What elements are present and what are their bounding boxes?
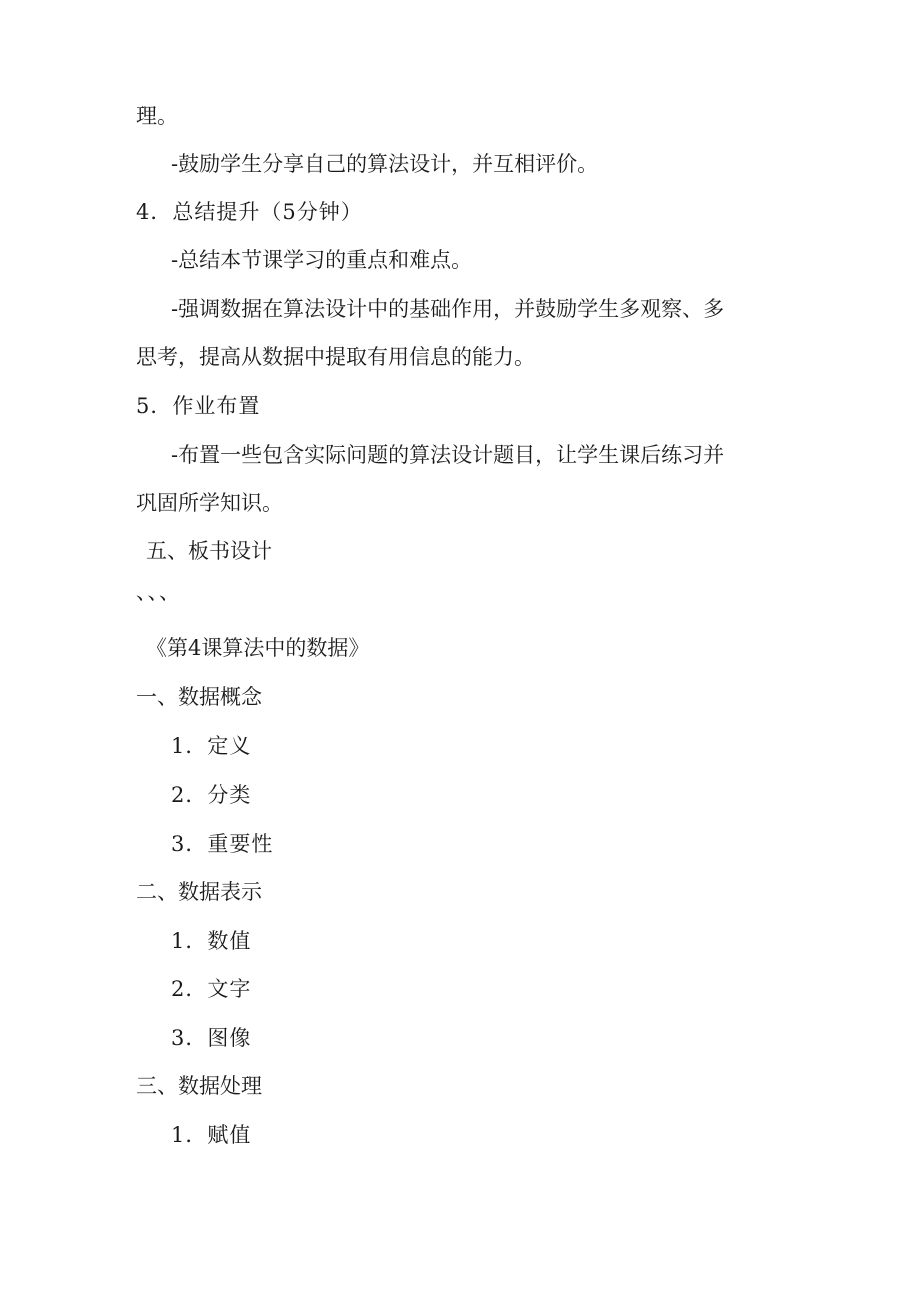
text-line: -鼓励学生分享自己的算法设计，并互相评价。: [171, 152, 599, 176]
board-item: 1．数值: [171, 929, 252, 953]
section-heading: 5．作业布置: [136, 394, 261, 418]
text-line: -布置一些包含实际问题的算法设计题目，让学生课后练习并: [171, 443, 725, 467]
text-line: -强调数据在算法设计中的基础作用，并鼓励学生多观察、多: [171, 297, 725, 321]
text-line: 思考，提高从数据中提取有用信息的能力。: [136, 345, 535, 369]
text-line: 、、、: [136, 580, 181, 604]
section-heading: 五、板书设计: [146, 539, 272, 563]
board-item: 1．定义: [171, 734, 252, 758]
board-item: 3．重要性: [171, 832, 274, 856]
board-item: 1．赋值: [171, 1123, 252, 1147]
board-heading: 三、数据处理: [136, 1074, 262, 1098]
board-item: 2．文字: [171, 977, 252, 1001]
text-line: 巩固所学知识。: [136, 491, 283, 515]
text-line: 理。: [136, 104, 178, 128]
board-heading: 二、数据表示: [136, 880, 262, 904]
board-item: 2．分类: [171, 783, 252, 807]
board-item: 3．图像: [171, 1026, 252, 1050]
text-line: -总结本节课学习的重点和难点。: [171, 248, 473, 272]
board-heading: 一、数据概念: [136, 685, 262, 709]
board-title: 《第4课算法中的数据》: [146, 636, 370, 660]
section-heading: 4．总结提升（5分钟）: [136, 200, 363, 224]
